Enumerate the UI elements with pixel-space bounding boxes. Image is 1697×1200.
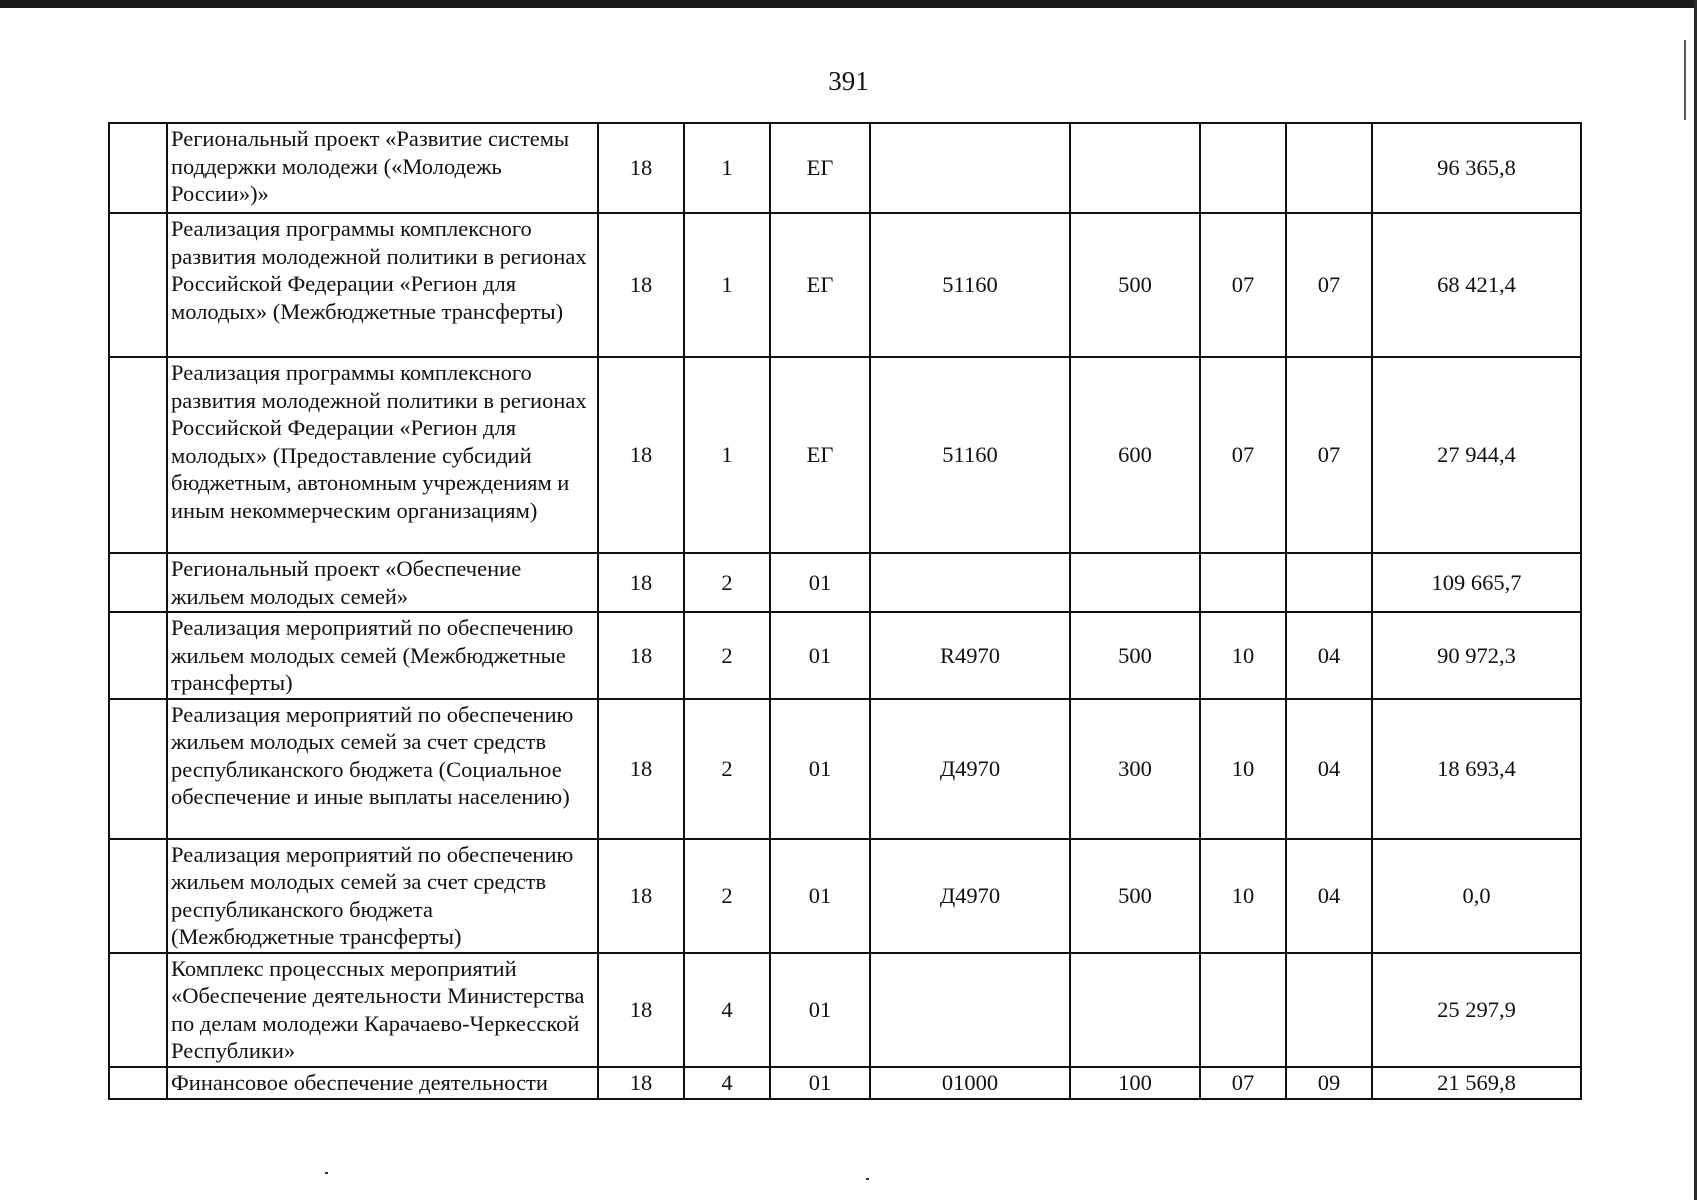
code-cell: R4970 <box>870 612 1070 699</box>
code-cell: 10 <box>1200 699 1286 839</box>
code-cell: 2 <box>684 839 770 953</box>
row-name: Комплекс процессных мероприятий «Обеспечение деятельности Министерства по делам молодежи Карачаево-Черкесской Республики» <box>167 953 598 1067</box>
number-cell <box>109 357 167 553</box>
code-cell: 18 <box>598 699 684 839</box>
table-row <box>109 699 1581 839</box>
code-cell <box>1070 553 1200 612</box>
code-cell <box>1286 553 1372 612</box>
code-cell: 4 <box>684 953 770 1067</box>
amount-cell: 0,0 <box>1372 839 1581 953</box>
table-row <box>109 357 1581 553</box>
code-cell: 18 <box>598 213 684 357</box>
table-row <box>109 1067 1581 1099</box>
code-cell: 10 <box>1200 612 1286 699</box>
number-cell <box>109 1067 167 1099</box>
code-cell: 07 <box>1286 357 1372 553</box>
code-cell: Д4970 <box>870 699 1070 839</box>
row-name: Реализация мероприятий по обеспечению жильем молодых семей за счет средств республиканского бюджета (Межбюджетные трансферты) <box>167 839 598 953</box>
amount-cell: 18 693,4 <box>1372 699 1581 839</box>
row-name: Реализация мероприятий по обеспечению жильем молодых семей (Межбюджетные трансферты) <box>167 612 598 699</box>
code-cell: 18 <box>598 839 684 953</box>
row-name: Региональный проект «Обеспечение жильем молодых семей» <box>167 553 598 612</box>
code-cell: 100 <box>1070 1067 1200 1099</box>
code-cell: 10 <box>1200 839 1286 953</box>
code-cell: 18 <box>598 1067 684 1099</box>
scan-speck <box>325 1172 328 1174</box>
code-cell: 01 <box>770 953 870 1067</box>
code-cell: 07 <box>1200 1067 1286 1099</box>
code-cell: 18 <box>598 123 684 213</box>
code-cell: 01 <box>770 699 870 839</box>
code-cell: 1 <box>684 357 770 553</box>
code-cell <box>1200 553 1286 612</box>
code-cell: 07 <box>1200 357 1286 553</box>
number-cell <box>109 839 167 953</box>
code-cell: 1 <box>684 213 770 357</box>
code-cell <box>1286 953 1372 1067</box>
code-cell <box>1070 953 1200 1067</box>
code-cell <box>1070 123 1200 213</box>
code-cell: 18 <box>598 612 684 699</box>
code-cell: 51160 <box>870 213 1070 357</box>
code-cell: 51160 <box>870 357 1070 553</box>
row-name: Региональный проект «Развитие системы поддержки молодежи («Молодежь России»)» <box>167 123 598 213</box>
number-cell <box>109 953 167 1067</box>
code-cell: 500 <box>1070 612 1200 699</box>
code-cell: 07 <box>1286 213 1372 357</box>
code-cell: 09 <box>1286 1067 1372 1099</box>
code-cell: 4 <box>684 1067 770 1099</box>
code-cell: 01 <box>770 553 870 612</box>
scan-speck <box>866 1178 869 1180</box>
code-cell: Д4970 <box>870 839 1070 953</box>
number-cell <box>109 699 167 839</box>
table-row <box>109 213 1581 357</box>
code-cell: ЕГ <box>770 357 870 553</box>
code-cell: 04 <box>1286 612 1372 699</box>
code-cell: 1 <box>684 123 770 213</box>
code-cell <box>1200 123 1286 213</box>
code-cell <box>1200 953 1286 1067</box>
table-row <box>109 612 1581 699</box>
amount-cell: 25 297,9 <box>1372 953 1581 1067</box>
code-cell: 500 <box>1070 213 1200 357</box>
table-row <box>109 839 1581 953</box>
code-cell <box>1286 123 1372 213</box>
code-cell: 2 <box>684 612 770 699</box>
code-cell: 2 <box>684 553 770 612</box>
code-cell <box>870 553 1070 612</box>
code-cell: ЕГ <box>770 213 870 357</box>
amount-cell: 68 421,4 <box>1372 213 1581 357</box>
code-cell: 2 <box>684 699 770 839</box>
code-cell: 18 <box>598 953 684 1067</box>
row-name: Реализация программы комплексного развития молодежной политики в регионах Российской Федерации «Регион для молодых» (Предоставление субсидий бюджетным, автономным учреждениям и иным некоммерческим организациям) <box>167 357 598 553</box>
table-row <box>109 123 1581 213</box>
amount-cell: 96 365,8 <box>1372 123 1581 213</box>
number-cell <box>109 213 167 357</box>
code-cell: 04 <box>1286 699 1372 839</box>
code-cell: 500 <box>1070 839 1200 953</box>
budget-table <box>108 122 1582 1100</box>
table-row <box>109 553 1581 612</box>
amount-cell: 109 665,7 <box>1372 553 1581 612</box>
code-cell: 01 <box>770 612 870 699</box>
code-cell: 01 <box>770 839 870 953</box>
amount-cell: 90 972,3 <box>1372 612 1581 699</box>
number-cell <box>109 612 167 699</box>
row-name: Реализация программы комплексного развития молодежной политики в регионах Российской Федерации «Регион для молодых» (Межбюджетные трансферты) <box>167 213 598 357</box>
code-cell: 18 <box>598 553 684 612</box>
number-cell <box>109 553 167 612</box>
table-row <box>109 953 1581 1067</box>
amount-cell: 21 569,8 <box>1372 1067 1581 1099</box>
amount-cell: 27 944,4 <box>1372 357 1581 553</box>
code-cell <box>870 953 1070 1067</box>
code-cell: 01 <box>770 1067 870 1099</box>
code-cell: 300 <box>1070 699 1200 839</box>
number-cell <box>109 123 167 213</box>
scan-border-top <box>0 0 1697 8</box>
code-cell: 600 <box>1070 357 1200 553</box>
code-cell: 18 <box>598 357 684 553</box>
page-number: 391 <box>828 66 869 96</box>
code-cell: 04 <box>1286 839 1372 953</box>
code-cell: ЕГ <box>770 123 870 213</box>
code-cell <box>870 123 1070 213</box>
row-name: Финансовое обеспечение деятельности <box>167 1067 598 1099</box>
row-name: Реализация мероприятий по обеспечению жильем молодых семей за счет средств республиканского бюджета (Социальное обеспечение и иные выплаты населению) <box>167 699 598 839</box>
code-cell: 07 <box>1200 213 1286 357</box>
code-cell: 01000 <box>870 1067 1070 1099</box>
